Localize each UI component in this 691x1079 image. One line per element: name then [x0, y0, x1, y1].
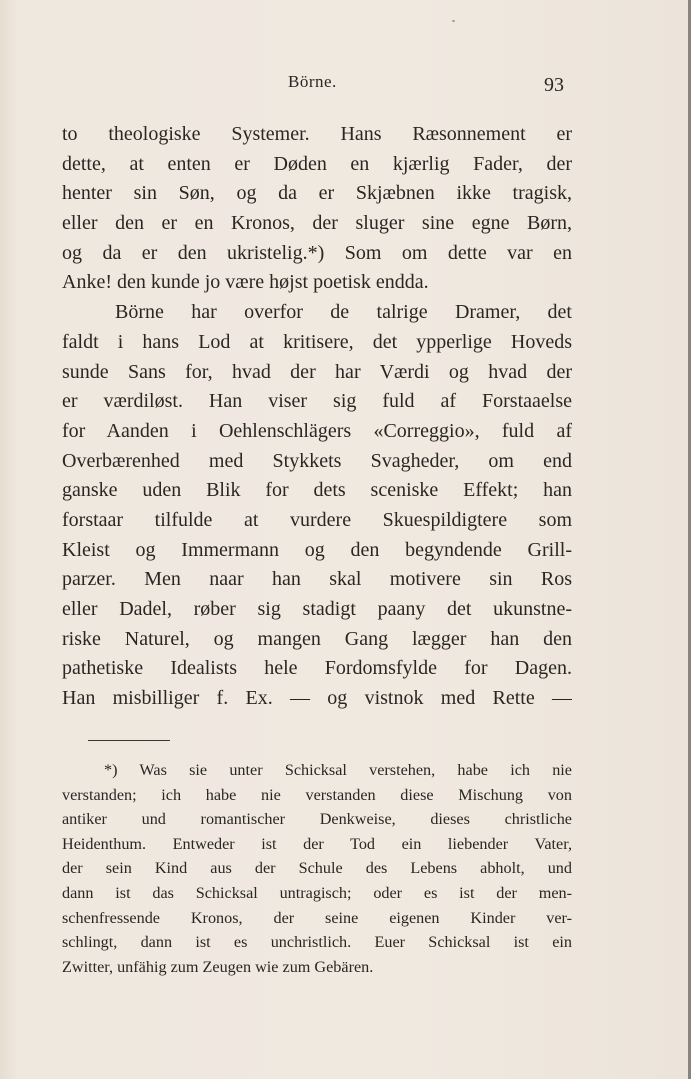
- footnote-line: schlingt, dann ist es unchristlich. Euer Schicksal ist ein: [62, 933, 572, 952]
- main-text: [62, 120, 572, 714]
- page-number: 93: [544, 74, 564, 96]
- text-line: Anke! den kunde jo være højst poetisk endda.: [62, 271, 429, 294]
- running-title: Börne.: [288, 72, 337, 91]
- text-line: og da er den ukristelig.*) Som om dette var en: [62, 241, 572, 264]
- text-line: Kleist og Immermann og den begyndende Grill-: [62, 538, 572, 561]
- text-line: er værdiløst. Han viser sig fuld af Forstaaelse: [62, 390, 572, 413]
- text-line: ganske uden Blik for dets sceniske Effekt; han: [62, 479, 572, 502]
- footnote-rule: [88, 740, 170, 741]
- footnote-line: dann ist das Schicksal untragisch; oder es ist der men-: [62, 883, 572, 902]
- text-line: Overbærenhed med Stykkets Svagheder, om end: [62, 449, 572, 472]
- footnote-line: *) Was sie unter Schicksal verstehen, habe ich nie: [104, 761, 572, 779]
- text-line: henter sin Søn, og da er Skjæbnen ikke tragisk,: [62, 182, 572, 205]
- text-line: faldt i hans Lod at kritisere, det ypperlige Hoveds: [62, 330, 572, 353]
- paper-speck: [452, 20, 455, 22]
- footnote-line: verstanden; ich habe nie verstanden diese Mischung von: [62, 785, 572, 804]
- footnote-line: der sein Kind aus der Schule des Lebens abholt, und: [62, 859, 572, 878]
- page-header: [0, 72, 691, 102]
- text-line: riske Naturel, og mangen Gang lægger han den: [62, 627, 572, 650]
- text-line: parzer. Men naar han skal motivere sin Ros: [62, 568, 572, 591]
- text-line: dette, at enten er Døden en kjærlig Fader, der: [62, 152, 572, 175]
- text-line: pathetiske Idealists hele Fordomsfylde for Dagen.: [62, 657, 572, 680]
- footnote-line: Heidenthum. Entweder ist der Tod ein liebender Vater,: [62, 834, 572, 853]
- text-line: Han misbilliger f. Ex. — og vistnok med Rette —: [62, 687, 572, 710]
- footnote: [62, 758, 572, 979]
- text-line: sunde Sans for, hvad der har Værdi og hvad der: [62, 360, 572, 383]
- footnote-line: Zwitter, unfähig zum Zeugen wie zum Gebären.: [62, 957, 374, 976]
- footnote-line: schenfressende Kronos, der seine eigenen Kinder ver-: [62, 908, 572, 927]
- text-line: eller Dadel, røber sig stadigt paany det ukunstne-: [62, 598, 572, 620]
- text-line: for Aanden i Oehlenschlägers «Correggio», fuld af: [62, 419, 572, 442]
- text-line: Börne har overfor de talrige Dramer, det: [115, 301, 572, 324]
- footnote-line: antiker und romantischer Denkweise, dieses christliche: [62, 810, 572, 829]
- text-line: to theologiske Systemer. Hans Ræsonnement er: [62, 123, 572, 145]
- text-line: eller den er en Kronos, der sluger sine egne Børn,: [62, 212, 572, 235]
- text-line: forstaar tilfulde at vurdere Skuespildigtere som: [62, 508, 572, 531]
